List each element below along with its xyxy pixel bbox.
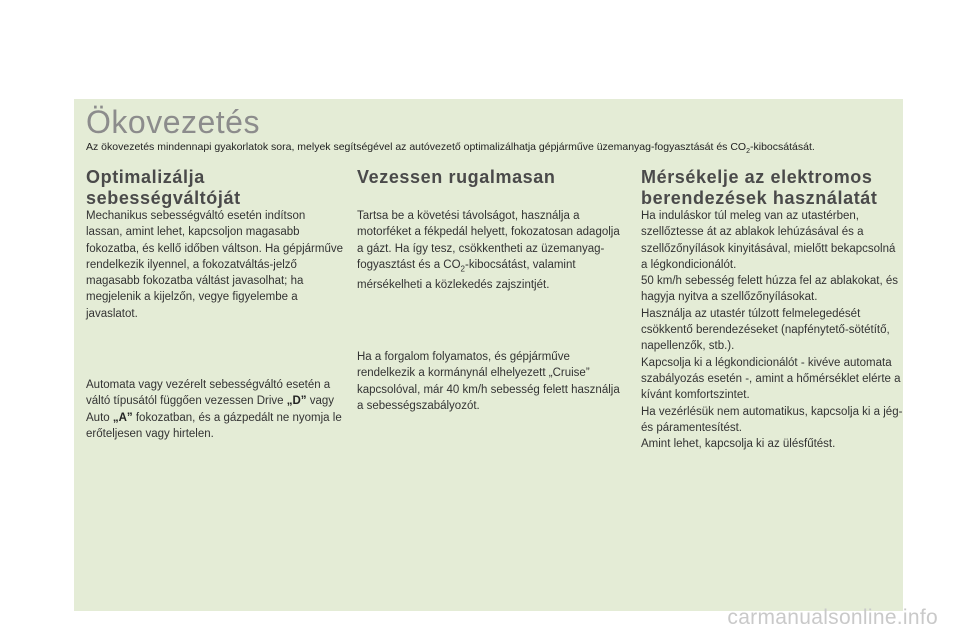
intro-after: -kibocsátását. bbox=[750, 141, 815, 153]
paragraph bbox=[641, 208, 903, 452]
column-heading: Mérsékelje az elektromos berendezések használatát bbox=[641, 167, 878, 208]
column-heading: Vezessen rugalmasan bbox=[357, 167, 556, 187]
text-span: Automata vagy vezérelt sebességváltó esetén a váltó típusától függően vezessen Drive bbox=[86, 379, 331, 408]
watermark: carmanualsonline.info bbox=[727, 606, 938, 629]
text-line: Ha induláskor túl meleg van az utastérben, szellőztesse át az ablakok lehúzásával és a szellőzőnyílások kinyitásával, mielőtt bekapcsolná a légkondicionálót. bbox=[641, 210, 896, 271]
column-heading: Optimalizálja sebességváltóját bbox=[86, 167, 241, 208]
text-span: Tartsa be a követési távolságot, használja a motorféket a fékpedál helyett, fokozatosan adagolja a gázt. Ha így tesz, csökkentheti az üzemanyag-fogyasztást és a CO bbox=[357, 210, 620, 271]
paragraph bbox=[86, 377, 344, 442]
paragraph: Mechanikus sebességváltó esetén indítson lassan, amint lehet, kapcsoljon magasabb fokozatba, és kellő időben váltson. Ha gépjárműve rendelkezik ilyennel, a fokozatváltás-jelző magasabb fokozatba váltást javasolhat; ha megjelenik a kijelzőn, vegye figyelembe a javaslatot. bbox=[86, 210, 343, 320]
text-span: fokozatban, és a gázpedált ne nyomja le erőteljesen vagy hirtelen. bbox=[86, 411, 342, 440]
text-line: Ha vezérlésük nem automatikus, kapcsolja ki a jég- és páramentesítést. bbox=[641, 405, 903, 434]
text-span: vagy Auto bbox=[86, 395, 335, 424]
drive-mode-label: „D” bbox=[286, 395, 307, 408]
auto-mode-label: „A” bbox=[112, 411, 133, 424]
column-electrical bbox=[641, 167, 903, 451]
text-span: -kibocsátást, valamint mérsékelheti a közlekedés zajszintjét. bbox=[357, 258, 576, 292]
subscript: 2 bbox=[460, 264, 465, 274]
text-line: 50 km/h sebesség felett húzza fel az ablakokat, és hagyja nyitva a szellőzőnyílásokat. bbox=[641, 275, 898, 304]
intro-subscript: 2 bbox=[746, 148, 751, 156]
text-line: Amint lehet, kapcsolja ki az ülésfűtést. bbox=[641, 438, 836, 451]
text-line: Használja az utastér túlzott felmelegedését csökkentő berendezéseket (napfénytető-sötétítő, napellenzők, stb.). bbox=[641, 307, 890, 353]
paragraph bbox=[357, 208, 627, 294]
intro-text bbox=[86, 141, 896, 155]
intro-before: Az ökovezetés mindennapi gyakorlatok sora, melyek segítségével az autóvezető optimalizálhatja gépjárműve üzemanyag-fogyasztását és CO bbox=[86, 141, 747, 153]
page-title: Ökovezetés bbox=[86, 104, 260, 140]
text-line: Kapcsolja ki a légkondicionálót - kivéve automata szabályozás esetén -, amint a hőmérséklet elérte a kívánt komfortszintet. bbox=[641, 356, 901, 402]
column-gearbox bbox=[86, 167, 344, 440]
paragraph: Ha a forgalom folyamatos, és gépjárműve rendelkezik a kormánynál elhelyezett „Cruise” kapcsolóval, már 40 km/h sebesség felett használja a sebességszabályozót. bbox=[357, 351, 620, 412]
